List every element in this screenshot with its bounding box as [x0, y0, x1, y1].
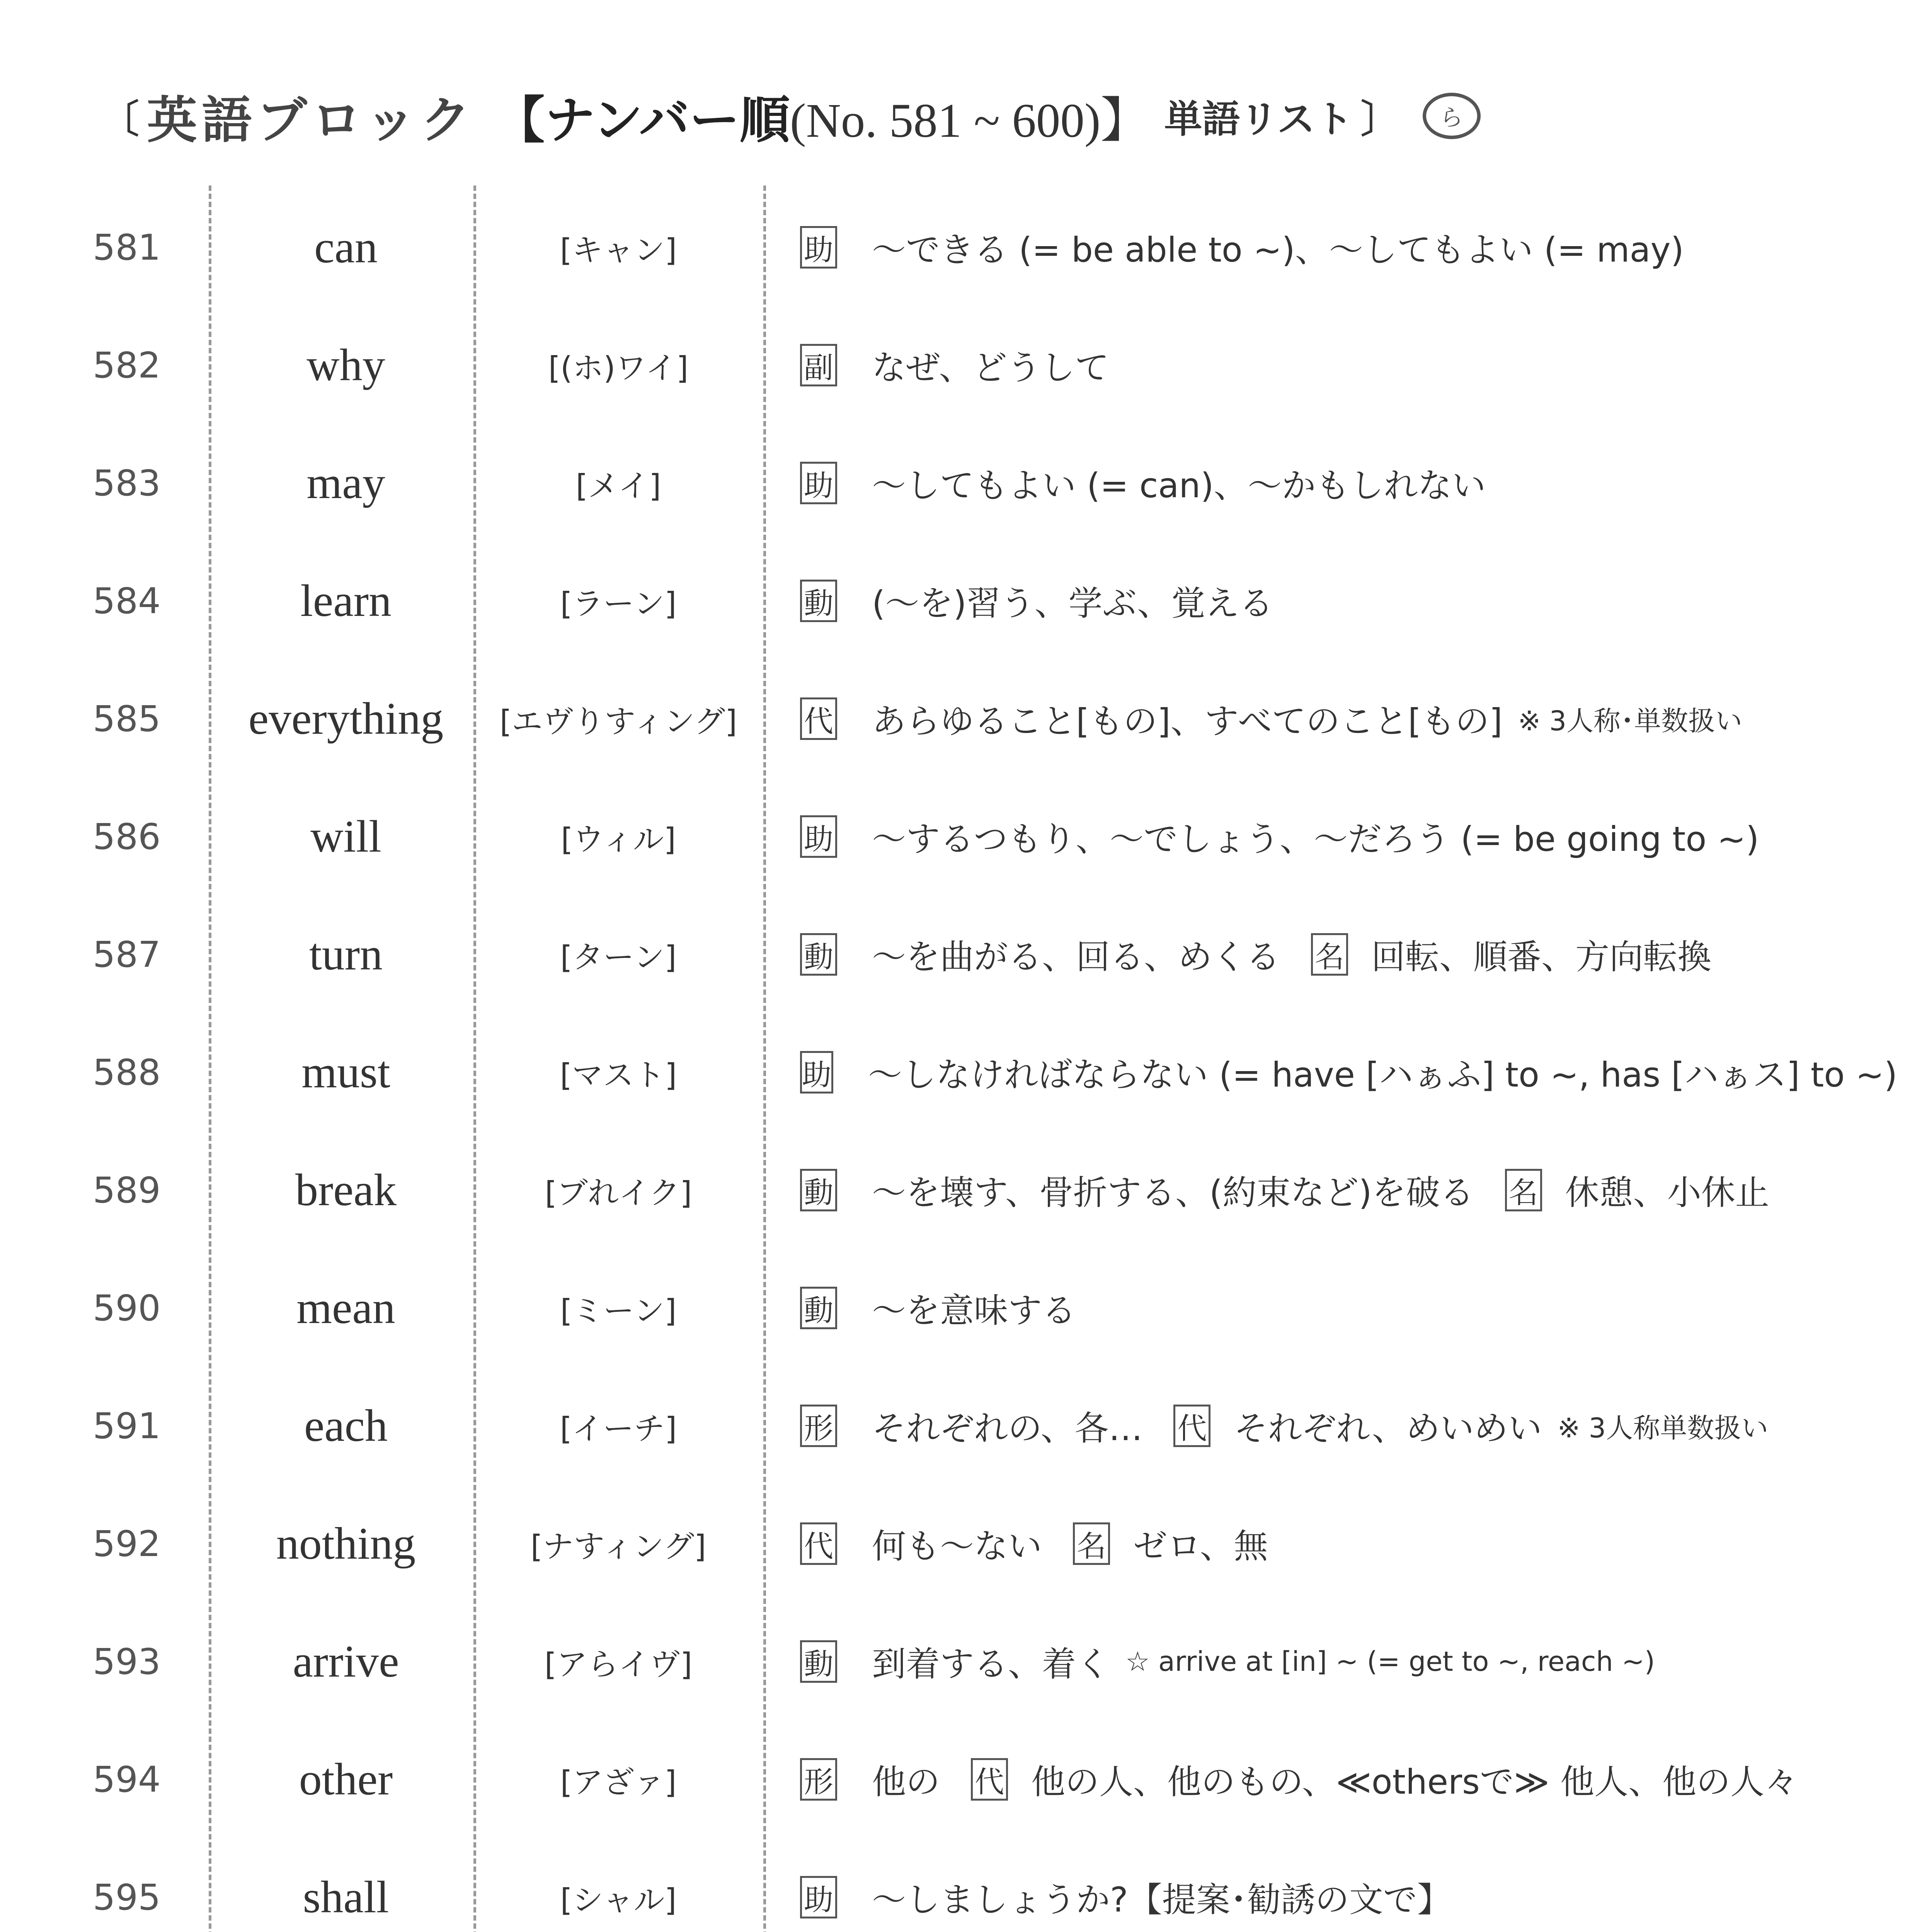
table-row — [0, 543, 1917, 659]
entry-number: 581 — [93, 226, 161, 268]
table-row — [0, 1368, 1917, 1484]
definition-text: ～できる (= be able to ~)、～してもよい (= may) — [872, 230, 1684, 270]
entry-word: can — [314, 222, 378, 272]
entry-number: 594 — [93, 1759, 161, 1800]
part-of-speech-badge: 動 — [800, 1287, 837, 1329]
definition-text: ゼロ、無 — [1133, 1526, 1268, 1566]
table-row — [0, 307, 1917, 423]
table-row — [0, 1132, 1917, 1248]
part-of-speech-badge: 形 — [800, 1758, 837, 1801]
part-of-speech-badge: 副 — [800, 344, 837, 386]
part-of-speech-badge: 代 — [800, 697, 837, 740]
table-row — [0, 1604, 1917, 1719]
entry-pronunciation: [キャン] — [560, 232, 677, 268]
usage-note: ☆ arrive at [in] ~ (= get to ~, reach ~) — [1125, 1646, 1655, 1677]
definition-text: それぞれの、各… — [872, 1408, 1143, 1448]
entry-pronunciation: [ラーン] — [560, 585, 677, 622]
entry-pronunciation: [ターン] — [560, 939, 677, 975]
part-of-speech-badge: 名 — [1073, 1522, 1110, 1565]
definition-text: なぜ、どうして — [872, 348, 1109, 388]
definition-text: ～を曲がる、回る、めくる — [872, 937, 1280, 977]
entry-definition — [800, 1604, 1863, 1719]
entry-word: each — [304, 1400, 388, 1451]
part-of-speech-badge: 助 — [800, 1051, 833, 1094]
entry-definition — [800, 1839, 1863, 1932]
entry-definition — [800, 1132, 1863, 1248]
definition-text: それぞれ、めいめい — [1234, 1408, 1542, 1448]
entry-pronunciation: [(ホ)ワイ] — [548, 350, 689, 386]
entry-word: turn — [309, 929, 383, 980]
table-row — [0, 1486, 1917, 1602]
entry-definition — [800, 1250, 1863, 1366]
page-header — [93, 77, 1481, 155]
part-of-speech-badge: 助 — [800, 462, 837, 504]
entry-number: 582 — [93, 344, 161, 386]
entry-word: nothing — [276, 1518, 416, 1569]
part-of-speech-badge: 動 — [800, 933, 837, 976]
definition-text: 到着する、着く — [872, 1644, 1110, 1684]
table-row — [0, 661, 1917, 777]
part-of-speech-badge: 代 — [1173, 1405, 1210, 1447]
table-row — [0, 1250, 1917, 1366]
page-range: (No. 581 ~ 600)】 — [790, 94, 1149, 148]
entry-pronunciation: [イーチ] — [560, 1410, 677, 1447]
part-of-speech-badge: 名 — [1505, 1169, 1542, 1211]
entry-definition — [800, 543, 1863, 659]
entry-definition — [800, 896, 1863, 1012]
definition-text: 他の人、他のもの、≪othersで≫ 他人、他の人々 — [1031, 1762, 1799, 1802]
usage-note: ※ 3人称･単数扱い — [1518, 705, 1743, 737]
part-of-speech-badge: 名 — [1311, 933, 1348, 976]
definition-text: ～しましょうか?【提案･勧誘の文で】 — [872, 1880, 1451, 1920]
part-of-speech-badge: 代 — [800, 1522, 837, 1565]
entry-pronunciation: [ブれイク] — [545, 1175, 692, 1211]
table-row — [0, 1721, 1917, 1837]
entry-number: 587 — [93, 934, 161, 975]
entry-number: 595 — [93, 1876, 161, 1918]
definition-text: あらゆること[もの]、すべてのこと[もの] — [872, 701, 1503, 741]
entry-pronunciation: [エヴりすィング] — [499, 703, 737, 740]
entry-word: mean — [296, 1282, 395, 1333]
part-of-speech-badge: 動 — [800, 1640, 837, 1683]
definition-text: ～しなければならない (= have [ハぁふ] to ~, has [ハぁス] to ~) — [868, 1055, 1898, 1095]
entry-definition — [800, 425, 1863, 541]
entry-definition — [800, 1014, 1898, 1130]
entry-pronunciation: [シャル] — [560, 1882, 677, 1918]
entry-number: 585 — [93, 698, 161, 740]
table-row — [0, 779, 1917, 895]
entry-definition — [800, 307, 1863, 423]
part-of-speech-badge: 助 — [800, 226, 837, 269]
entry-number: 590 — [93, 1287, 161, 1329]
entry-pronunciation: [ミーン] — [560, 1293, 677, 1329]
part-of-speech-badge: 代 — [971, 1758, 1008, 1801]
entry-number: 583 — [93, 462, 161, 504]
entry-word: everything — [248, 693, 444, 744]
part-of-speech-badge: 動 — [800, 1169, 837, 1211]
definition-text: 回転、順番、方向転換 — [1371, 937, 1712, 977]
entry-word: arrive — [293, 1636, 399, 1687]
entry-word: will — [310, 811, 381, 862]
entry-definition — [800, 1486, 1863, 1602]
table-row — [0, 425, 1917, 541]
part-of-speech-badge: 動 — [800, 580, 837, 622]
entry-word: learn — [300, 575, 392, 626]
header-open-bracket: 〔 — [100, 97, 139, 142]
definition-text: 休憩、小休止 — [1565, 1173, 1769, 1213]
entry-definition — [800, 1368, 1863, 1484]
page-subtitle: 単語リスト — [1164, 97, 1353, 141]
entry-definition — [800, 1721, 1863, 1837]
entry-definition — [800, 779, 1863, 895]
definition-text: ～してもよい (= can)、～かもしれない — [872, 466, 1486, 505]
entry-pronunciation: [マスト] — [560, 1057, 677, 1093]
entry-number: 589 — [93, 1169, 161, 1211]
entry-pronunciation: [ナすィング] — [530, 1528, 707, 1565]
definition-text: ～するつもり、～でしょう、～だろう (= be going to ~) — [872, 819, 1759, 859]
definition-text: 何も～ない — [872, 1526, 1042, 1566]
entry-word: why — [306, 340, 385, 390]
entry-word: other — [299, 1754, 393, 1804]
part-of-speech-badge: 助 — [800, 815, 837, 858]
entry-definition — [800, 189, 1863, 305]
entry-pronunciation: [メイ] — [575, 468, 661, 504]
brand-logo: 英語ブロック — [147, 90, 475, 150]
definition-text: (～を)習う、学ぶ、覚える — [872, 583, 1273, 623]
entry-number: 592 — [93, 1523, 161, 1565]
table-row — [0, 1014, 1917, 1130]
part-of-speech-badge: 形 — [800, 1405, 837, 1447]
entry-pronunciation: [ウィル] — [561, 821, 676, 857]
page-title: 【ナンバー順 — [494, 90, 790, 150]
entry-definition — [800, 661, 1863, 777]
entry-word: shall — [303, 1872, 389, 1922]
entry-pronunciation: [アざァ] — [560, 1764, 677, 1800]
definition-text: ～を壊す、骨折する、(約束など)を破る — [872, 1173, 1474, 1213]
entry-number: 591 — [93, 1405, 161, 1447]
part-of-speech-badge: 助 — [800, 1876, 837, 1918]
definition-text: ～を意味する — [872, 1291, 1076, 1330]
entry-pronunciation: [アらイヴ] — [544, 1646, 693, 1682]
entry-word: may — [306, 457, 385, 508]
entry-number: 593 — [93, 1641, 161, 1682]
table-row — [0, 189, 1917, 305]
table-row — [0, 896, 1917, 1012]
entry-number: 588 — [93, 1051, 161, 1093]
mascot-icon: ら — [1423, 93, 1481, 139]
entry-number: 586 — [93, 816, 161, 857]
usage-note: ※ 3人称単数扱い — [1557, 1412, 1769, 1444]
entry-word: must — [301, 1047, 390, 1097]
header-close-bracket: 〕 — [1360, 97, 1399, 142]
entry-number: 584 — [93, 580, 161, 622]
definition-text: 他の — [872, 1762, 940, 1802]
table-row — [0, 1839, 1917, 1932]
entry-word: break — [295, 1165, 397, 1215]
